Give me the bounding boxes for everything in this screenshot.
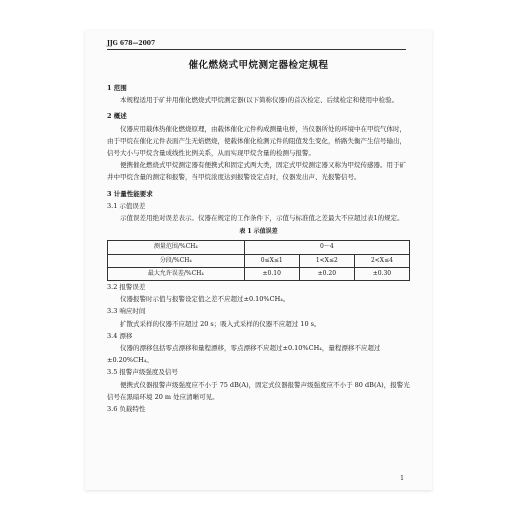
section-1-text: 本规程适用于矿井用催化燃烧式甲烷测定器(以下简称仪器)的首次检定、后续检定和使用中检验。 [120,96,399,105]
section-2-heading: 2 概述 [107,112,127,121]
section-2-paragraph-2: 便携催化燃烧式甲烷测定器有便携式和固定式两大类，固定式甲烷测定器又称为甲烷传感器。用于矿井中甲烷含量的测定和报警，当甲烷浓度达到报警设定点时，仪器发出声、光报警信号。 [107,161,406,182]
table-cell: 分段/%CH₄ [108,254,245,267]
table-cell: ±0.30 [354,267,409,280]
section-3-heading: 3 计量性能要求 [107,189,153,198]
section-3-1-heading: 3.1 示值误差 [107,201,146,210]
document-page [85,30,432,490]
section-2-paragraph-1: 仪器应用载体热催化燃烧原理，由载体催化元件构成测量电桥，当仪器所处的环境中在甲烷气体时，由于甲烷在催化元件表面产生无焰燃烧，使载体催化检测元件的阻值发生变化，桥路失衡产生信号输出，信号大小与甲烷含量成线性比例关系，从而实现甲烷含量的检测与报警。 [107,124,406,158]
error-table [107,240,410,281]
section-3-3-heading: 3.3 响应时间 [107,307,146,316]
table-cell: 0～4 [244,241,409,254]
table-row [108,241,410,254]
section-1-heading: 1 范围 [107,84,127,92]
section-3-3-text: 扩散式采样的仪器不应超过 20 s；吸入式采样的仪器不应超过 10 s。 [120,319,321,328]
section-3-2-heading: 3.2 报警误差 [107,283,146,292]
table-cell: ±0.20 [299,267,354,280]
section-3-2-text: 仪器报警时示值与报警设定值之差不应超过±0.10%CH₄。 [120,295,290,304]
section-3-5-text: 便携式仪器报警声级强度应不小于 75 dB(A)，固定式仪器报警声级强度应不小于 80 dB(A)，报警光信号在黑暗环境 20 m 处应清晰可见。 [107,380,410,401]
page-number: 1 [400,475,404,482]
section-3-4-heading: 3.4 漂移 [107,331,133,340]
section-3-6-heading: 3.6 负载特性 [107,405,146,414]
table-cell: 测量范围/%CH₄ [108,241,245,254]
table-cell: 0≤X≤1 [244,254,299,267]
page-header: JJG 678—2007 [107,40,406,50]
table-row [108,254,410,267]
table-cell: 最大允许误差/%CH₄ [108,267,245,280]
section-3-1-text: 示值误差用绝对误差表示。仪器在规定的工作条件下，示值与标准值之差最大不应超过表1的规定。 [120,214,404,223]
section-3-4-text: 仪器的漂移包括零点漂移和量程漂移，零点漂移不应超过±0.10%CH₄，量程漂移不应超过±0.20%CH₄。 [107,344,381,365]
table-cell: 2<X≤4 [354,254,409,267]
table-cell: ±0.10 [244,267,299,280]
table-cell: 1<X≤2 [299,254,354,267]
page-title: 催化燃烧式甲烷测定器检定规程 [188,60,329,71]
document-body [107,78,410,415]
section-3-5-heading: 3.5 报警声级强度及信号 [107,368,178,377]
table-caption: 表 1 示值误差 [239,228,278,236]
table-row [108,267,410,280]
